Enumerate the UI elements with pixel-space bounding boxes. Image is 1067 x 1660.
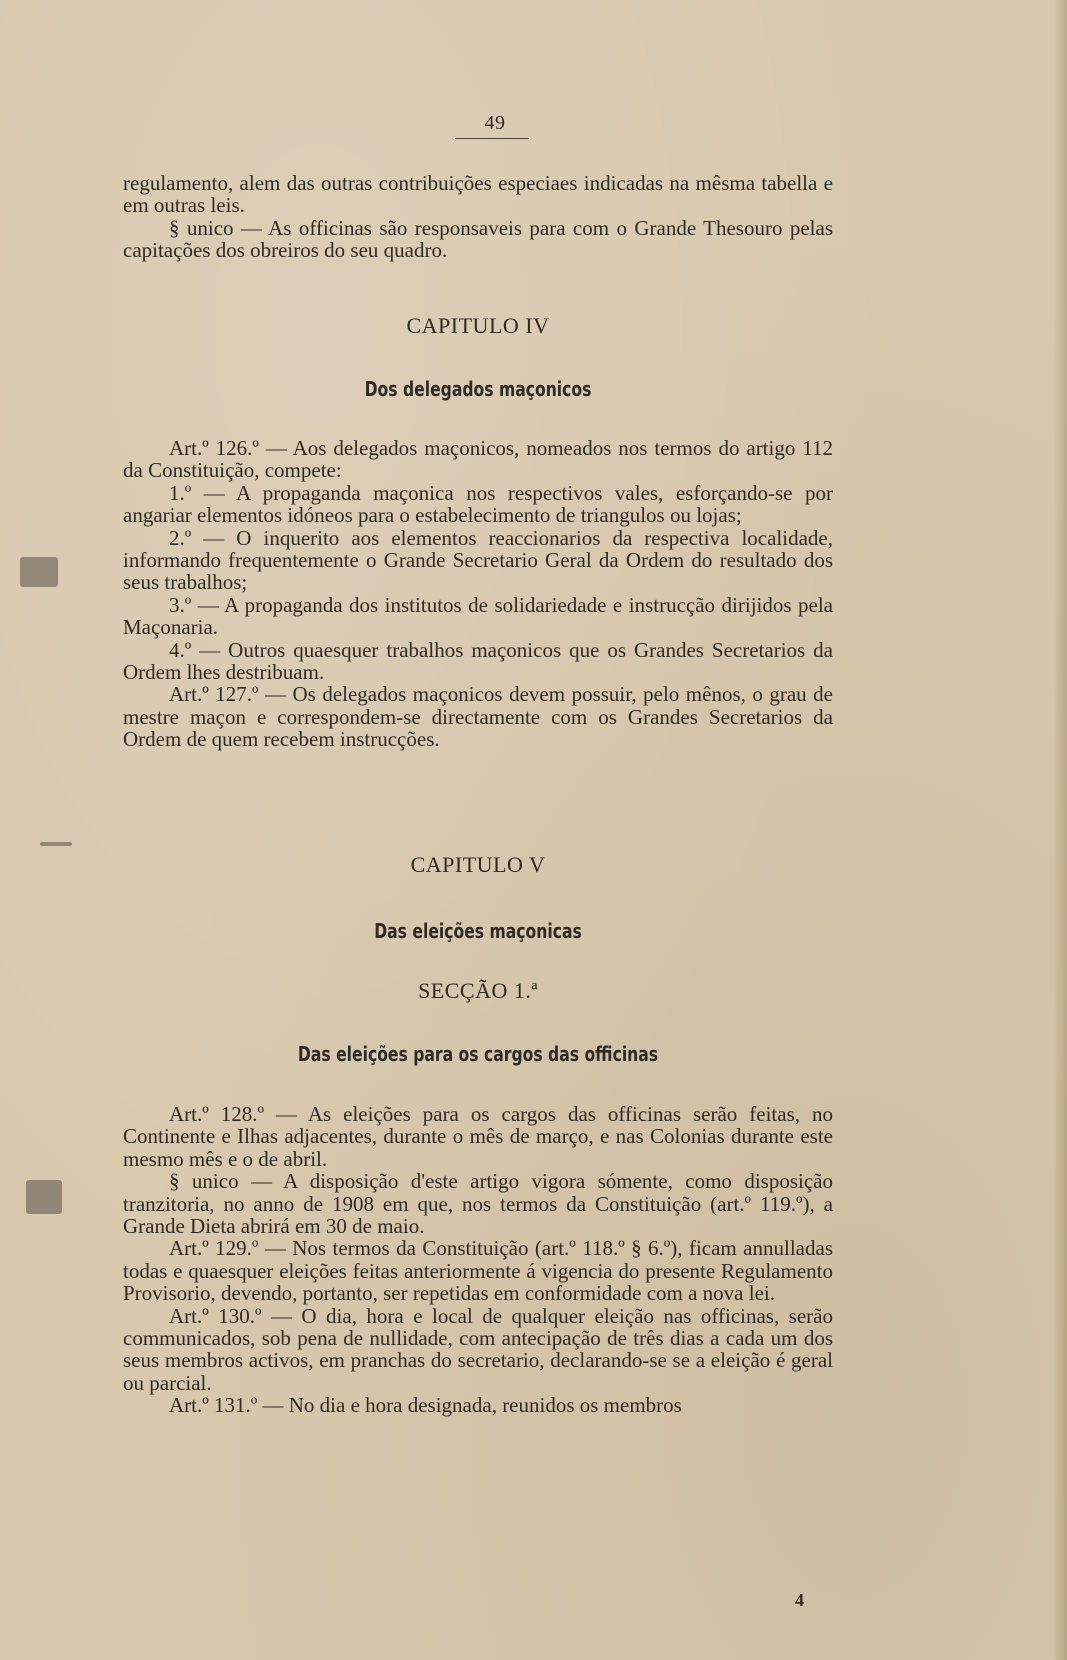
signature-mark: 4 xyxy=(795,1590,804,1610)
paragraph: Art.º 126.º — Aos delegados maçonicos, nomeados nos termos do artigo 112 da Constituição, compete: xyxy=(123,436,833,483)
chapter-heading-iv: CAPITULO IV xyxy=(406,313,550,338)
page-number: 49 xyxy=(484,112,506,134)
margin-stain-3 xyxy=(26,1180,62,1214)
paragraph: 3.º — A propaganda dos institutos de solidariedade e instrucção dirijidos pela Maçonaria. xyxy=(123,592,833,640)
paragraph: Art.º 127.º — Os delegados maçonicos devem possuir, pelo mênos, o grau de mestre maçon e correspondem-se directamente com os Grandes Secretarios da Ordem de quem recebem instrucções. xyxy=(123,682,833,752)
section-title: Das eleições para os cargos das officinas xyxy=(297,1042,659,1066)
paragraph: 4.º — Outros quaesquer trabalhos maçonicos que os Grandes Secretarios da Ordem lhes destribuam. xyxy=(123,637,833,685)
paragraph: 1.º — A propaganda maçonica nos respectivos vales, esforçando-se por angariar elementos idóneos para o estabelecimento de triangulos ou lojas; xyxy=(123,480,833,528)
chapter-title-iv: Dos delegados maçonicos xyxy=(364,377,592,401)
text-block-intro xyxy=(123,172,833,262)
paragraph: Art.º 129.º — Nos termos da Constituição (art.º 118.º § 6.º), ficam annulladas todas e quaesquer eleições feitas anteriormente á vigencia do presente Regulamento Provisorio, devendo, portanto, ser repetidas em conformidade com a nova lei. xyxy=(123,1236,833,1306)
section-heading: SECÇÃO 1.ª xyxy=(418,978,538,1003)
paragraph: Art.º 130.º — O dia, hora e local de qualquer eleição nas officinas, serão communicados, sob pena de nullidade, com antecipação de três dias a cada um dos seus membros activos, em pranchas do secretario, declarando-se se a eleição é geral ou parcial. xyxy=(123,1303,833,1395)
paragraph: Art.º 128.º — As eleições para os cargos das officinas serão feitas, no Continente e Ilhas adjacentes, durante o mês de março, e nas Colonias durante este mesmo mês e o de abril. xyxy=(123,1102,833,1171)
paragraph: 2.º — O inquerito aos elementos reaccionarios da respectiva localidade, informando frequentemente o Grande Secretario Geral da Ordem do resultado dos seus trabalhos; xyxy=(123,525,833,595)
paragraph: regulamento, alem das outras contribuições especiaes indicadas na mêsma tabella e em outras leis. xyxy=(123,171,833,218)
margin-stain-1 xyxy=(20,557,58,587)
paragraph: § unico — A disposição d'este artigo vigora sómente, como disposição tranzitoria, no anno de 1908 em que, nos termos da Constituição (art.º 119.º), a Grande Dieta abrirá em 30 de maio. xyxy=(123,1169,833,1239)
text-block-chapter-v xyxy=(123,1103,833,1417)
chapter-title-v: Das eleições maçonicas xyxy=(374,919,582,943)
paragraph: § unico — As officinas são responsaveis para com o Grande Thesouro pelas capitações dos obreiros do seu quadro. xyxy=(123,215,833,263)
margin-stain-2 xyxy=(40,842,72,846)
page-number-rule xyxy=(455,138,529,139)
chapter-heading-v: CAPITULO V xyxy=(410,852,546,877)
text-block-chapter-iv xyxy=(123,437,833,751)
page-edge-shadow xyxy=(1053,0,1067,1660)
paragraph: Art.º 131.º — No dia e hora designada, reunidos os membros xyxy=(169,1393,682,1418)
